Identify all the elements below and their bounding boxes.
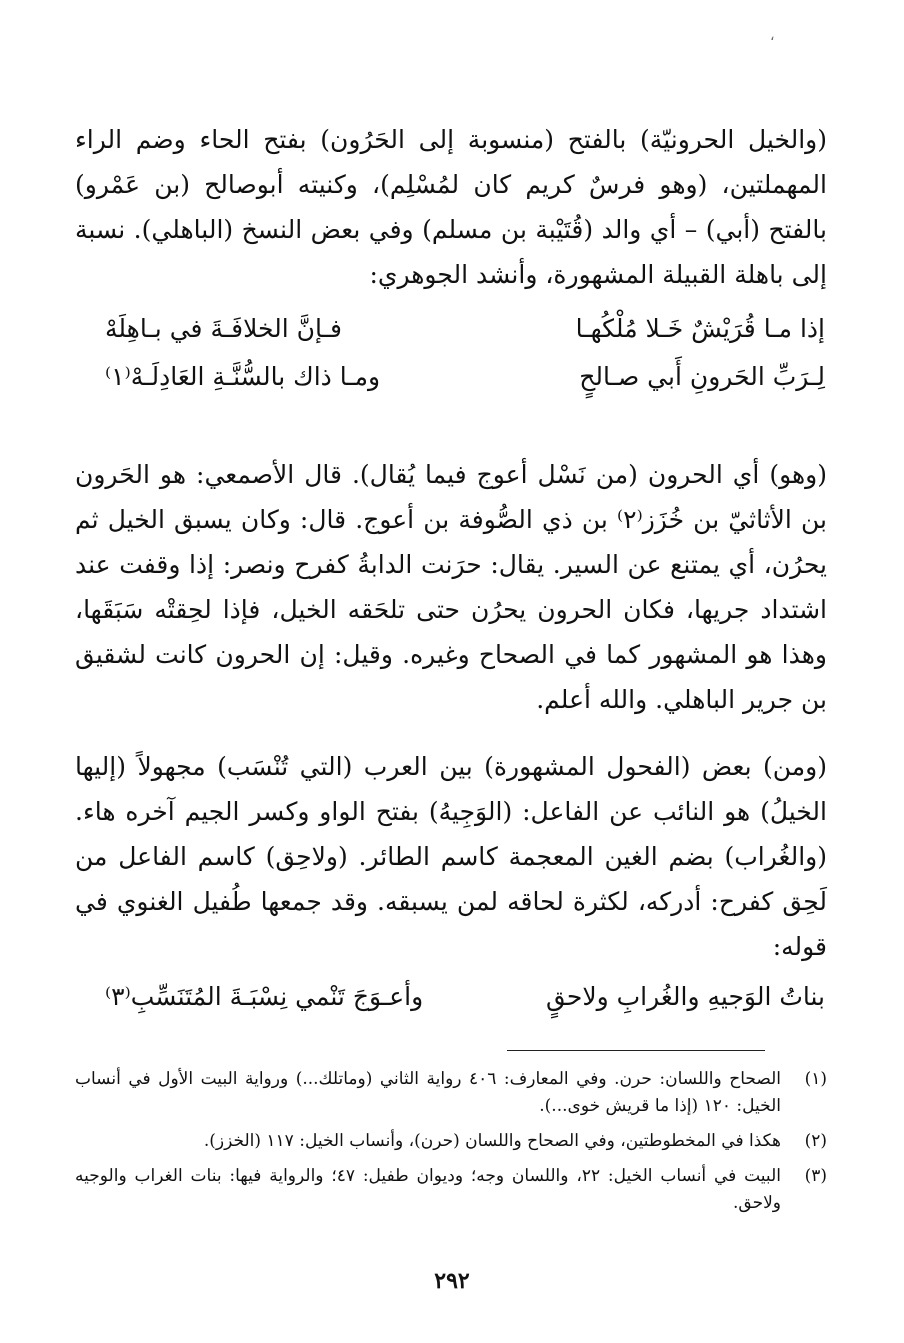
verse-3-first-hemistich: بناتُ الوَجيهِ والغُرابِ ولاحقٍ: [546, 982, 825, 1011]
footnote-divider: [507, 1050, 765, 1051]
footnotes: [75, 1066, 827, 1225]
footnote-number: (٣): [804, 1166, 827, 1186]
footnote-3: [75, 1163, 827, 1217]
paragraph-3: (ومن) بعض (الفحول المشهورة) بين العرب (التي تُنْسَب) مجهولاً (إليها الخيلُ) هو النائب عن الفاعل: (الوَجِيهُ) بفتح الواو وكسر الجيم آخره هاء. (والغُراب) بضم الغين المعجمة كاسم الطائر. (ولاحِق) كاسم الفاعل من لَحِق كفرح: أدركه، لكثرة لحاقه لمن يسبقه. وقد جمعها طُفيل الغنوي في قوله:: [75, 752, 827, 961]
verse-line-2: [105, 354, 825, 400]
footnote-2: [75, 1128, 827, 1155]
footnote-text: هكذا في المخطوطتين، وفي الصحاح واللسان (حرن)، وأنساب الخيل: ١١٧ (الخزز).: [203, 1131, 781, 1151]
verse-line-1: [105, 306, 825, 352]
verse-2-second-hemistich: ومـا ذاك بالسُّنَّـةِ العَادِلَـهْ⁽١⁾: [105, 362, 381, 391]
verse-2-first-hemistich: لِـرَبِّ الحَرونِ أَبي صـالحٍ: [579, 362, 825, 391]
footnote-text: الصحاح واللسان: حرن. وفي المعارف: ٤٠٦ رواية الثاني (وماتلك...) ورواية البيت الأول في أنساب الخيل: ١٢٠ (إذا ما قريش خوى...).: [75, 1069, 781, 1116]
page-number: ٢٩٢: [434, 1268, 470, 1294]
footnote-text: البيت في أنساب الخيل: ٢٢، واللسان وجه؛ وديوان طفيل: ٤٧؛ والرواية فيها: بنات الغراب والوجيه ولاحق.: [75, 1166, 781, 1213]
paragraph-1: (والخيل الحرونيّة) بالفتح (منسوبة إلى الحَرُون) بفتح الحاء وضم الراء المهملتين، (وهو فرسٌ كريم كان لمُسْلِم)، وكنيته أبوصالح (بن عَمْرو) بالفتح (أبي) – أي والد (قُتَيْبة بن مسلم) وفي بعض النسخ (الباهلي). نسبة إلى باهلة القبيلة المشهورة، وأنشد الجوهري:: [75, 125, 827, 289]
verse-1-second-hemistich: فـإنَّ الخلافَـةَ في بـاهِلَهْ: [105, 314, 342, 343]
footnote-number: (٢): [804, 1131, 827, 1151]
paragraph-2: (وهو) أي الحرون (من نَسْل أعوج فيما يُقال). قال الأصمعي: هو الحَرون بن الأثاثيّ بن خُزَز⁽٢⁾ بن ذي الصُّوفة بن أعوج. قال: وكان يسبق الخيل ثم يحرُن، أي يمتنع عن السير. يقال: حرَنت الدابةُ كفرح ونصر: إذا وقفت عند اشتداد جريها، فكان الحرون يحرُن حتى تلحَقه الخيل، فإذا لحِقتْه سَبَقَها، وهذا هو المشهور كما في الصحاح وغيره. وقيل: إن الحرون كانت لشقيق بن جرير الباهلي. والله أعلم.: [75, 460, 827, 714]
footnote-number: (١): [804, 1069, 827, 1089]
footnote-1: [75, 1066, 827, 1120]
corner-mark: ،: [770, 28, 775, 44]
verse-3-second-hemistich: وأعـوَجَ تَنْمي نِسْبَـةَ المُتَنَسِّبِ⁽٣⁾: [105, 982, 424, 1011]
verse-1-first-hemistich: إذا مـا قُرَيْشٌ خَـلا مُلْكُهـا: [575, 314, 825, 343]
verse-line-3: [105, 974, 825, 1020]
